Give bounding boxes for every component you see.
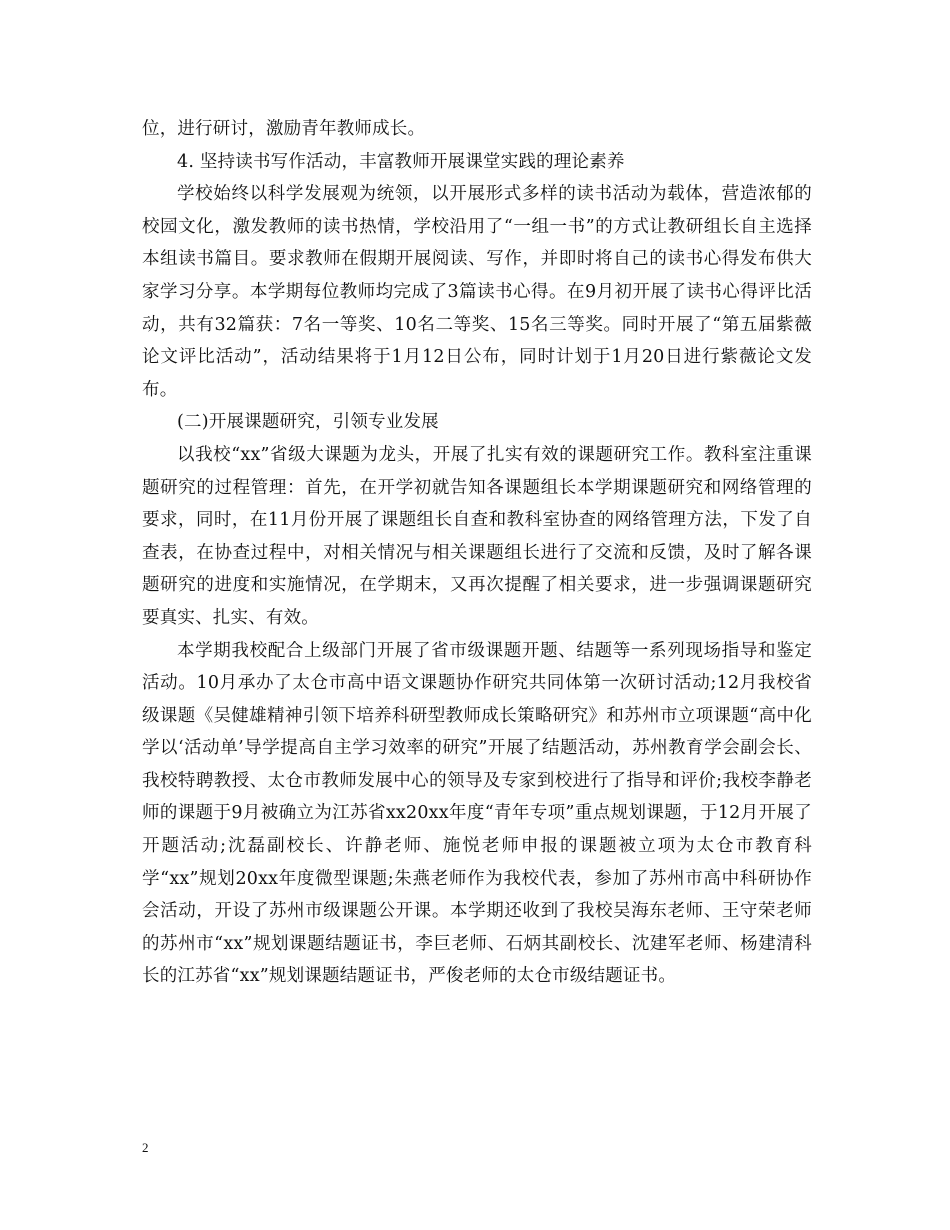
paragraph-continuation: 位，进行研讨，激励青年教师成长。 <box>142 119 426 139</box>
section-heading-reading-writing: 4. 坚持读书写作活动，丰富教师开展课堂实践的理论素养 <box>177 151 625 172</box>
paragraph-research-activities: 本学期我校配合上级部门开展了省市级课题开题、结题等一系列现场指导和鉴定活动。10月承办了太仓市高中语文课题协作研究共同体第一次研讨活动;12月我校省级课题《吴健雄精神引领下培养科研型教师成长策略研究》和苏州市立项课题“高中化学以‘活动单’导学提高自主学习效率的研究”开展了结题活动，苏州教育学会副会长、我校特聘教授、太仓市教师发展中心的领导及专家到校进行了指导和评价;我校李静老师的课题于9月被确立为江苏省xx20xx年度“青年专项”重点规划课题，于12月开展了开题活动;沈磊副校长、许静老师、施悦老师申报的课题被立项为太仓市教育科学“xx”规划20xx年度微型课题;朱燕老师作为我校代表，参加了苏州市高中科研协作会活动，开设了苏州市级课题公开课。本学期还收到了我校吴海东老师、王守荣老师的苏州市“xx”规划课题结题证书，李巨老师、石炳其副校长、沈建军老师、杨建清科长的江苏省“xx”规划课题结题证书，严俊老师的太仓市级结题证书。 <box>142 640 812 987</box>
section-heading-research: (二)开展课题研究，引领专业发展 <box>177 412 439 433</box>
page-number: 2 <box>142 1140 149 1155</box>
paragraph-research-management: 以我校“xx”省级大课题为龙头，开展了扎实有效的课题研究工作。教科室注重课题研究的过程管理：首先，在开学初就告知各课题组长本学期课题研究和网络管理的要求，同时，在11月份开展了课题组长自查和教科室协查的网络管理方法，下发了自查表，在协查过程中，对相关情况与相关课题组长进行了交流和反馈，及时了解各课题研究的进度和实施情况，在学期末，又再次提醒了相关要求，进一步强调课题研究要真实、扎实、有效。 <box>142 444 812 628</box>
document-body <box>142 113 812 993</box>
paragraph-reading-activities: 学校始终以科学发展观为统领，以开展形式多样的读书活动为载体，营造浓郁的校园文化，激发教师的读书热情，学校沿用了“一组一书”的方式让教研组长自主选择本组读书篇目。要求教师在假期开展阅读、写作，并即时将自己的读书心得发布供大家学习分享。本学期每位教师均完成了3篇读书心得。在9月初开展了读书心得评比活动，共有32篇获：7名一等奖、10名二等奖、15名三等奖。同时开展了“第五届紫薇论文评比活动”，活动结果将于1月12日公布，同时计划于1月20日进行紫薇论文发布。 <box>142 184 812 400</box>
